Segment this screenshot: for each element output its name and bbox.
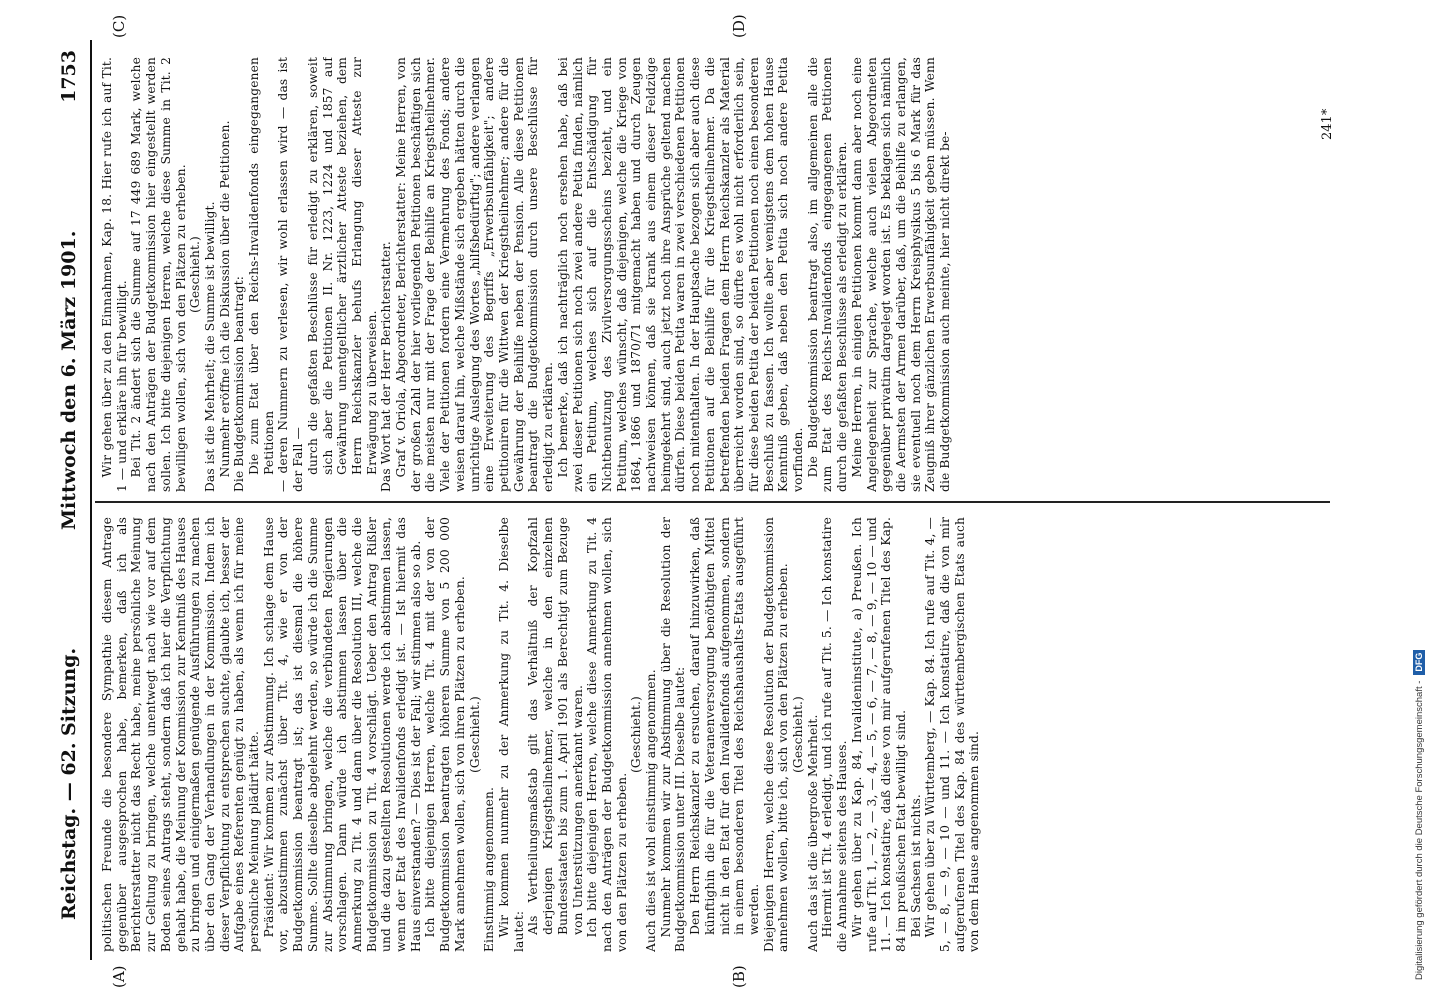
paragraph: Präsident: Wir kommen zur Abstimmung. Ich schlage dem Hause vor, abzustimmen zunächst über Tit. 4, wie er von der Budgetkommission beantragt ist; das ist diesmal die höhere Summe. Sollte dieselbe abgelehnt werden, so würde ich die Summe zur Abstimmung bringen, welche die verbündeten Regierungen vorschlagen. Dann würde ich abstimmen lassen über die Anmerkung zu Tit. 4 und dann über die Resolution III, welche die Budgetkommission zu Tit. 4 vorschlägt. Ueber den Antrag Rißler und die dazu gestellten Resolutionen werde ich abstimmen lassen, wenn der Etat des Invalidenfonds erledigt ist. — Ist hiermit das Haus einverstanden? — Dies ist der Fall; wir stimmen also so ab. bbox=[261, 517, 423, 952]
page-header bbox=[58, 40, 84, 960]
right-column bbox=[100, 57, 1340, 492]
column-rule bbox=[95, 501, 1330, 503]
digitization-note-text: Digitalisierung gefördert durch die Deutsche Forschungsgemeinschaft - bbox=[1413, 680, 1425, 980]
paragraph: Graf v. Oriola, Abgeordneter, Berichterstatter: Meine Herren, von der großen Zahl der hier vorliegenden Petitionen beschäftigen sich die meisten nur mit der Frage der Beihilfe an Kriegstheilnehmer. Viele der Petitionen fordern eine Vermehrung des Fonds; andere weisen darauf hin, welche Mißstände sich ergeben hätten durch die unrichtige Auslegung des Wortes „hilfsbedürftig"; andere verlangen eine Erweiterung des Begriffs „Erwerbsunfähigkeit"; andere petitioniren für die Wittwen der Kriegstheilnehmer; andere für die Gewährung der Beihilfe neben der Pension. Alle diese Petitionen beantragt die Budgetkommission durch unsere Beschlüsse für erledigt zu erklären. bbox=[394, 57, 556, 492]
header-left: Reichstag. — 62. Sitzung. bbox=[58, 647, 80, 920]
quoted-text: durch die gefaßten Beschlüsse für erledigt zu erklären, soweit sich aber die Petitionen II. Nr. 1223, 1224 und 1857 auf Gewährung unentgeltlicher ärztlicher Atteste beziehen, dem Herrn Reichskanzler behufs Erlangung dieser Atteste zur Erwägung zu überweisen. bbox=[305, 57, 379, 475]
page-number: 1753 bbox=[58, 50, 80, 103]
margin-letter-b: (B) bbox=[730, 965, 748, 988]
paragraph: Auch dies ist wohl einstimmig angenommen. bbox=[644, 669, 659, 952]
paragraph: Das Wort hat der Herr Berichterstatter. bbox=[379, 241, 394, 492]
margin-letter-c: (C) bbox=[110, 14, 128, 38]
paragraph: Bei Tit. 2 ändert sich die Summe auf 17 449 689 Mark, welche nach den Anträgen der Budgetkommission hier eingestellt werden sollen. Ich bitte diejenigen Herren, welche diese Summe in Tit. 2 bewilligen wollen, sich von den Plätzen zu erheben. bbox=[129, 57, 188, 492]
paragraph: Einstimmig angenommen. bbox=[482, 786, 497, 952]
left-column bbox=[100, 517, 1340, 952]
paragraph: Die Budgetkommission beantragt also, im allgemeinen alle die zum Etat des Reichs-Invalidenfonds eingegangenen Petitionen durch die gefaßten Beschlüsse als erledigt zu erklären. bbox=[805, 57, 850, 492]
header-date: Mittwoch den 6. März 1901. bbox=[58, 230, 80, 530]
stage-direction: (Geschieht.) bbox=[188, 236, 203, 313]
paragraph: Wir gehen über zu Württemberg, — Kap. 84. Ich rufe auf Tit. 4, — 5, — 8, — 9, — 10 — und 11. — Ich konstatire, daß die von mir aufgerufenen Titel des Kap. 84 des württembergischen Etats auch von dem Hause angenommen sind. bbox=[923, 517, 982, 952]
paragraph: Hiermit ist Tit. 4 erledigt, und ich rufe auf Tit. 5. — Ich konstatire die Annahme seitens des Hauses. bbox=[820, 517, 850, 952]
paragraph: Nunmehr kommen wir zur Abstimmung über die Resolution der Budgetkommission unter III. Dieselbe lautet: bbox=[658, 517, 688, 952]
folio-mark: 241* bbox=[1320, 108, 1335, 140]
quoted-text: Die zum Etat über den Reichs-Invalidenfonds eingegangenen Petitionen bbox=[247, 57, 276, 475]
digitization-note bbox=[1410, 120, 1430, 980]
margin-letter-a: (A) bbox=[110, 965, 128, 988]
paragraph: Bei Sachsen ist nichts. bbox=[908, 794, 923, 938]
dfg-logo: DFG bbox=[1413, 650, 1425, 675]
stage-direction: (Geschieht.) bbox=[467, 696, 482, 773]
quoted-text: Als Vertheilungsmaßstab gilt das Verhältniß der Kopfzahl derjenigen Kriegstheilnehmer, welche in den einzelnen Bundesstaaten bis zum 1. April 1901 als Berechtigt zum Bezuge von Unterstützungen anerkannt waren. bbox=[526, 517, 585, 935]
paragraph: Auch das ist die übergroße Mehrheit. bbox=[805, 714, 820, 952]
paragraph: Wir gehen über zu den Einnahmen, Kap. 18. Hier rufe ich auf Tit. 1 — und erkläre ihn für bewilligt. bbox=[100, 57, 129, 492]
paragraph: Wir kommen nunmehr zu der Anmerkung zu Tit. 4. Dieselbe lautet: bbox=[496, 517, 526, 952]
paragraph: — deren Nummern zu verlesen, wir wohl erlassen wird — das ist der Fall — bbox=[276, 57, 306, 492]
margin-letter-d: (D) bbox=[730, 14, 748, 38]
paragraph: Wir gehen über zu Kap. 84, Invalideninstitute, a) Preußen. Ich rufe auf Tit. 1, — 2, — 3, — 4, — 5, — 6, — 7, — 8, — 9, — 10 — und 11. — Ich konstatire, daß diese von mir aufgerufenen Titel des Kap. 84 im preußischen Etat bewilligt sind. bbox=[849, 517, 908, 952]
paragraph: Meine Herren, in einigen Petitionen kommt dann aber noch eine Angelegenheit zur Sprache, welche auch vielen Abgeordneten gegenüber privatim dargelegt worden ist. Es beklagen sich nämlich die Aermsten der Armen darüber, daß, um die Beihilfe zu erlangen, sie eventuell noch dem Herrn Kreisphysikus 5 bis 6 Mark für das Zeugniß ihrer gänzlichen Erwerbsunfähigkeit geben müssen. Wenn die Budgetkommission auch meinte, hier nicht direkt be- bbox=[849, 57, 953, 492]
paragraph: Ich bitte diejenigen Herren, welche Tit. 4 mit der von der Budgetkommission beantragten höheren Summe von 5 200 000 Mark annehmen wollen, sich von ihren Plätzen zu erheben. bbox=[423, 517, 467, 952]
paragraph: Diejenigen Herren, welche diese Resolution der Budgetkommission annehmen wollen, bitte ich, sich von den Plätzen zu erheben. bbox=[761, 517, 791, 952]
stage-direction: (Geschieht.) bbox=[791, 696, 806, 773]
paragraph: Ich bitte diejenigen Herren, welche diese Anmerkung zu Tit. 4 nach den Anträgen der Budgetkommission annehmen wollen, sich von den Plätzen zu erheben. bbox=[585, 517, 629, 952]
paragraph: politischen Freunde die besondere Sympathie diesem Antrage gegenüber ausgesprochen habe, bemerken, daß ich als Berichterstatter nicht das Recht habe, meine persönliche Meinung zur Geltung zu bringen, welche unentwegt nach wie vor auf dem Boden seines Antrags steht, sondern daß ich hier die Verpflichtung gehabt habe, die Meinung der Kommission zur Kenntniß des Hauses zu bringen und einigermaßen genügende Ausführungen zu machen über den Gang der Verhandlungen in der Kommission. Indem ich dieser Verpflichtung zu entsprechen suchte, glaubte ich, besser der Aufgabe eines Referenten genügt zu haben, als wenn ich für meine persönliche Meinung plädirt hätte. bbox=[100, 517, 262, 952]
paragraph: Das ist die Mehrheit; die Summe ist bewilligt. bbox=[202, 201, 217, 492]
quoted-text: Den Herrn Reichskanzler zu ersuchen, darauf hinzuwirken, daß künftighin die für die Veteranenversorgung benöthigten Mittel nicht in den Etat für den Invalidenfonds aufgenommen, sondern in einem besonderen Titel des Reichshaushalts-Etats ausgeführt werden. bbox=[688, 517, 761, 935]
header-rule bbox=[90, 40, 92, 960]
paragraph: Die Budgetkommission beantragt: bbox=[232, 275, 247, 492]
paragraph: Nunmehr eröffne ich die Diskussion über die Petitionen. bbox=[217, 120, 232, 478]
paragraph: Ich bemerke, daß ich nachträglich noch ersehen habe, daß bei zwei dieser Petitionen sich noch zwei andere Petita finden, nämlich ein Petitum, welches sich auf die Entschädigung für Nichtbenutzung des Zivilversorgungsscheins bezieht, und ein Petitum, welches wünscht, daß diejenigen, welche die Kriege von 1864, 1866 und 1870/71 mitgemacht haben und durch Zeugen nachweisen können, daß sie krank aus einem dieser Feldzüge heimgekehrt sind, auch jetzt noch ihre Ansprüche geltend machen dürfen. Diese beiden Petita waren in zwei verschiedenen Petitionen noch mitenthalten. In der Hauptsache bezogen sich aber auch diese Petitionen auf die Beihilfe für die Kriegstheilnehmer. Da die betreffenden beiden Fragen dem Herrn Reichskanzler als Material überreicht worden sind, so dürfte es wohl nicht erforderlich sein, für diese beiden Petita der beiden Petitionen noch einen besonderen Beschluß zu fassen. Ich wollte aber wenigstens dem hohen Hause Kenntniß geben, daß neben den Petita sich noch andere Petita vorfinden. bbox=[555, 57, 806, 492]
stage-direction: (Geschieht.) bbox=[629, 696, 644, 773]
